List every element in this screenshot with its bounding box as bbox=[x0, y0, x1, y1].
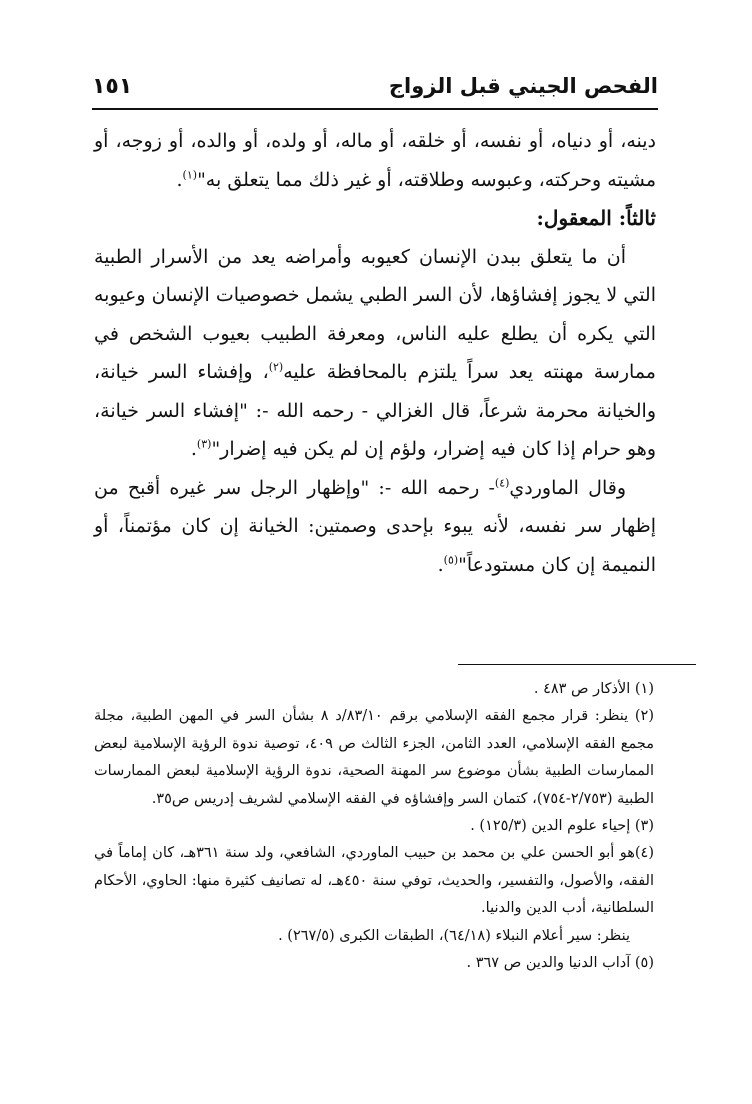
body-text bbox=[94, 122, 656, 584]
footnotes bbox=[94, 676, 654, 977]
footnote-ref-5: (٥) bbox=[443, 553, 459, 567]
footnote-1: (١) الأذكار ص ٤٨٣ . bbox=[533, 681, 654, 697]
footnote-3: (٣) إحياء علوم الدين (١٢٥/٣) . bbox=[470, 818, 654, 835]
page-number: ١٥١ bbox=[92, 74, 133, 99]
footnote-2: (٢) ينظر: قرار مجمع الفقه الإسلامي برقم ٨٣/١٠/د ٨ بشأن السر في المهن الطبية، مجلة مجمع الفقه الإسلامي، العدد الثامن، الجزء الثالث ص ٤٠٩، توصية ندوة الرؤية الإسلامية لبعض الممارسات الطبية بشأن موضوع سر المهنة الصحية، ندوة الرؤية الإسلامية لبعض الممارسات الطبية (٢/٧٥٣-٧٥٤)، كتمان السر وإفشاؤه في الفقه الإسلامي لشريف إدريس ص٣٥. bbox=[94, 708, 655, 807]
footnote-separator bbox=[458, 664, 696, 665]
header-rule bbox=[92, 108, 658, 110]
footnote-ref-2: (٢) bbox=[268, 360, 284, 374]
paragraph-reasoning: أن ما يتعلق ببدن الإنسان كعيوبه وأمراضه يعد من الأسرار الطبية التي لا يجوز إفشاؤها، لأن السر الطبي يشمل خصوصيات الإنسان وعيوبه التي يكره أن يطلع عليه الناس، ومعرفة الطبيب بعيوب الشخص في ممارسة مهنته يعد سراً يلتزم بالمحافظة عليه$^{(٢)}$، وإفشاء السر خيانة، والخيانة محرمة شرعاً، قال الغزالي - رحمه الله -: "إفشاء السر خيانة، وهو حرام إذا كان فيه إضرار، ولؤم إن لم يكن فيه إضرار"$^{(٣)}$. bbox=[94, 245, 656, 460]
footnote-ref-1: (١) bbox=[182, 168, 198, 182]
footnote-ref-4: (٤) bbox=[494, 476, 510, 490]
footnote-4: (٤)هو أبو الحسن علي بن محمد بن حبيب الماوردي، الشافعي، ولد سنة ٣٦١هـ، كان إماماً في الفقه، والأصول، والتفسير، والحديث، توفي سنة ٤٥٠هـ، له تصانيف كثيرة منها: الحاوي، الأحكام السلطانية، أدب الدين والدنيا. bbox=[94, 845, 654, 917]
paragraph-quote-end: دينه، أو دنياه، أو نفسه، أو خلقه، أو ماله، أو ولده، أو والده، أو زوجه، أو مشيته وحركته، وعبوسه وطلاقته، أو غير ذلك مما يتعلق به"$^{(١)}$. bbox=[94, 130, 656, 191]
footnote-4-sources: ينظر: سير أعلام النبلاء (٦٤/١٨)، الطبقات الكبرى (٢٦٧/٥) . bbox=[278, 927, 630, 944]
page-header bbox=[92, 74, 658, 108]
paragraph-mawardi: وقال الماوردي$^{(٤)}$- رحمه الله -: "وإظهار الرجل سر غيره أقبح من إظهار سر نفسه، لأنه يبوء بإحدى وصمتين: الخيانة إن كان مؤتمناً، أو النميمة إن كان مستودعاً"$^{(٥)}$. bbox=[94, 476, 656, 576]
section-heading: ثالثاً: المعقول: bbox=[536, 206, 656, 230]
footnote-5: (٥) آداب الدنيا والدين ص ٣٦٧ . bbox=[466, 955, 654, 972]
footnote-ref-3: (٣) bbox=[196, 437, 212, 451]
running-title: الفحص الجيني قبل الزواج bbox=[388, 74, 658, 98]
